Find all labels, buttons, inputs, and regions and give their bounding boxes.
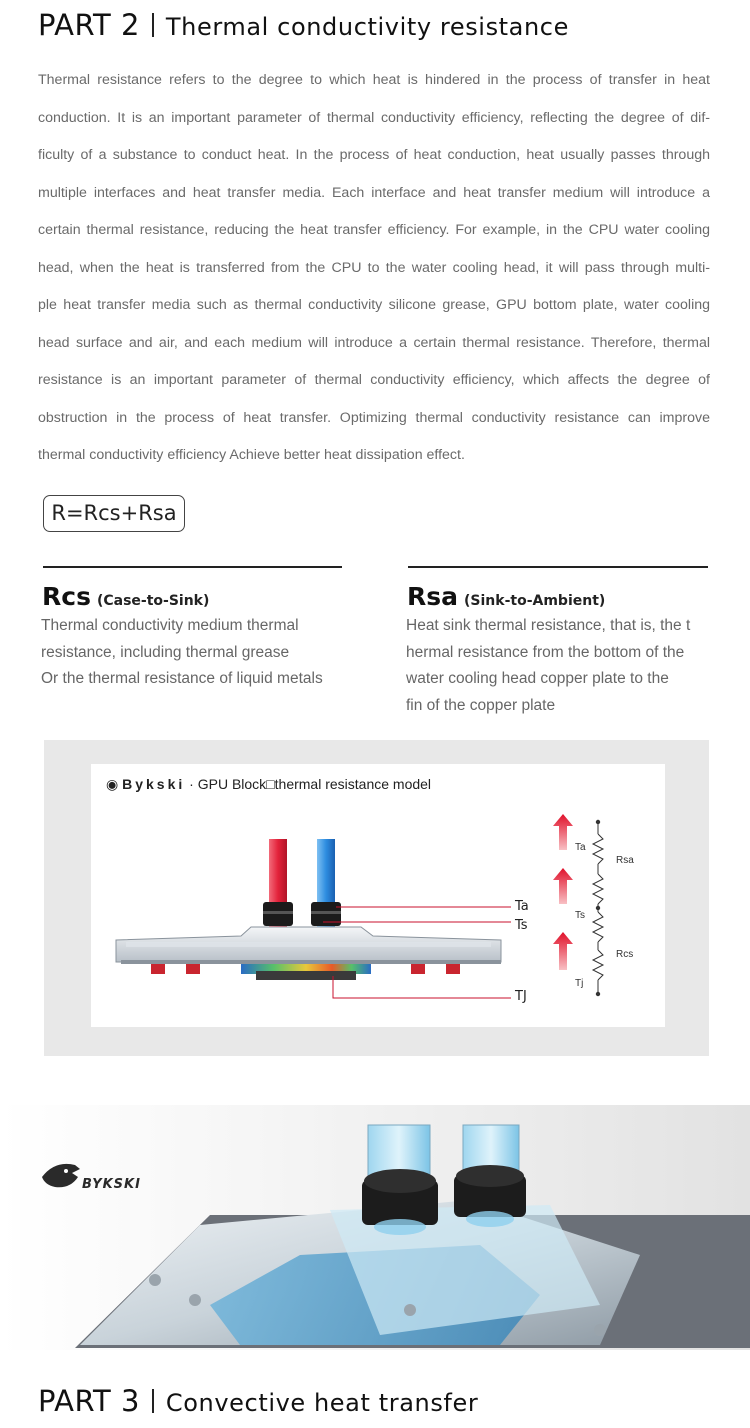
part3-number: PART 3 — [38, 1384, 140, 1418]
paragraph-line: multiple interfaces and heat transfer media. Each interface and heat transfer medium will introduce a — [38, 184, 710, 201]
paragraph-line: obstruction in the process of heat transfer. Optimizing thermal conductivity resistance can improve — [38, 409, 710, 426]
arrow-tj — [553, 932, 573, 970]
model-label-ts: Ts — [575, 910, 585, 921]
paragraph-line: ple heat transfer media such as thermal conductivity silicone grease, GPU bottom plate, water cooling — [38, 297, 710, 313]
rsa-heading — [407, 582, 605, 611]
model-label-rcs: Rcs — [616, 949, 634, 960]
cold-tube — [317, 839, 335, 909]
part2-title: Thermal conductivity resistance — [165, 13, 569, 41]
rsa-divider — [408, 566, 708, 568]
node-tj — [596, 992, 600, 996]
part3-title: Convective heat transfer — [165, 1389, 479, 1417]
model-label-tj: Tj — [575, 978, 584, 989]
paragraph-line: head, when the heat is transferred from the CPU to the water cooling head, it will pass through multi- — [38, 259, 710, 276]
paragraph-line: thermal conductivity efficiency Achieve better heat dissipation effect. — [38, 447, 465, 463]
arrow-ta — [553, 814, 573, 850]
photo-brand: BYKSKI — [82, 1177, 141, 1192]
paragraph-line: ficulty of a substance to conduct heat. In the process of heat conduction, heat usually passes through — [38, 147, 710, 163]
title-divider — [152, 1389, 154, 1413]
rcs-subtitle: (Case-to-Sink) — [96, 593, 210, 609]
label-ts: Ts — [515, 918, 528, 933]
rcs-divider — [43, 566, 342, 568]
title-divider — [152, 13, 154, 37]
model-label-rsa: Rsa — [616, 855, 634, 866]
paragraph-line: conduction. It is an important parameter of thermal conductivity efficiency, reflecting the degree of dif- — [38, 109, 710, 126]
label-tj: TJ — [515, 989, 527, 1004]
label-ta: Ta — [515, 899, 529, 914]
model-label-ta: Ta — [575, 842, 586, 853]
heat-arrows — [553, 814, 573, 970]
formula-box: R=Rcs+Rsa — [43, 495, 185, 532]
arrow-ts — [553, 868, 573, 904]
bullet-icon: ◉ — [106, 776, 119, 792]
paragraph-line: Thermal resistance refers to the degree to which heat is hindered in the process of transfer in heat — [38, 72, 710, 88]
paragraph-line: certain thermal resistance, reducing the heat transfer efficiency. For example, in the CPU water cooling — [38, 222, 710, 238]
node-ts — [596, 906, 600, 910]
node-ta — [596, 820, 600, 824]
rcs-line: Thermal conductivity medium thermal — [41, 617, 299, 634]
diagram-title-text: GPU Block□thermal resistance model — [197, 776, 432, 792]
rsa-symbol: Rsa — [407, 582, 459, 611]
rcs-heading — [42, 582, 209, 611]
dot-separator: · — [189, 776, 194, 792]
part2-number: PART 2 — [38, 8, 140, 42]
product-photo — [0, 1105, 750, 1350]
paragraph-line: resistance is an important parameter of thermal conductivity efficiency, which affects the degree of — [38, 372, 710, 388]
rcs-symbol: Rcs — [42, 582, 91, 611]
rcs-line: resistance, including thermal grease — [41, 643, 290, 661]
diagram-brand: Bykski — [122, 776, 186, 792]
paragraph-line: head surface and air, and each medium will introduce a certain thermal resistance. Therefore, thermal — [38, 334, 710, 351]
rsa-subtitle: (Sink-to-Ambient) — [464, 593, 606, 609]
rsa-description — [406, 613, 690, 719]
intro-paragraph — [38, 62, 710, 475]
rsa-line: water cooling head copper plate to the — [406, 670, 669, 687]
rsa-line: fin of the copper plate — [406, 696, 556, 714]
rcs-line: Or the thermal resistance of liquid metals — [41, 670, 323, 687]
part3-heading — [38, 1384, 478, 1418]
hot-tube — [269, 839, 287, 909]
rsa-line: hermal resistance from the bottom of the — [406, 643, 685, 661]
rsa-line: Heat sink thermal resistance, that is, the t — [406, 617, 691, 634]
rcs-description — [41, 613, 323, 693]
part2-heading — [38, 8, 569, 42]
tj-leader — [333, 976, 511, 998]
copper-base — [256, 971, 356, 980]
